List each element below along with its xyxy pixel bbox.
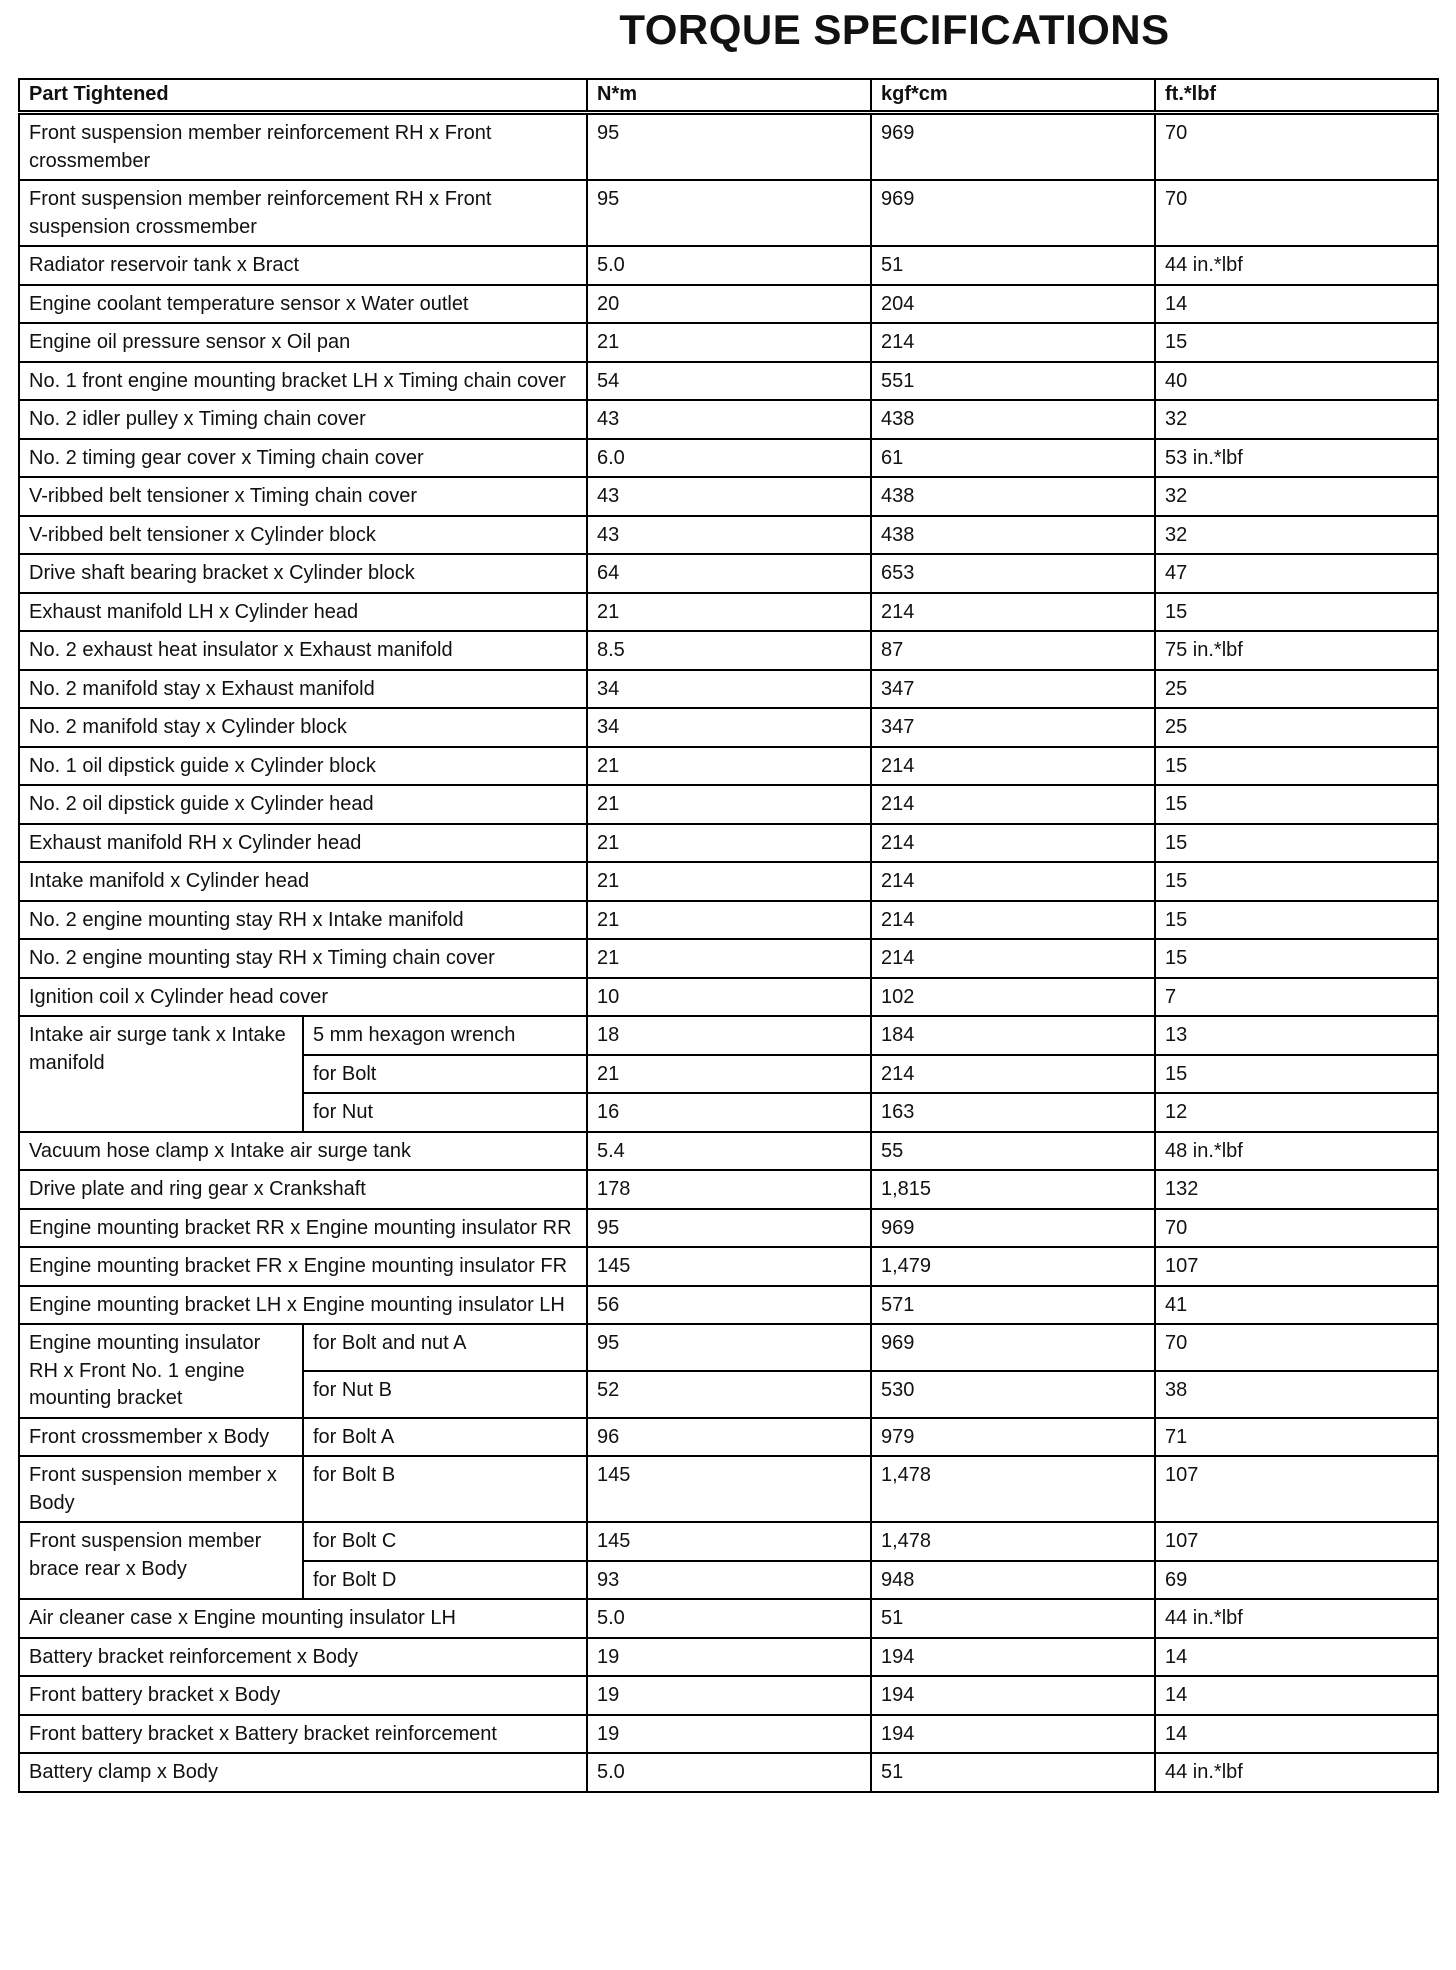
kgf-cell: 347 <box>871 670 1155 709</box>
part-cell: No. 2 manifold stay x Cylinder block <box>19 708 587 747</box>
condition-cell: for Bolt <box>303 1055 587 1094</box>
part-cell: No. 2 engine mounting stay RH x Intake manifold <box>19 901 587 940</box>
part-cell: V-ribbed belt tensioner x Cylinder block <box>19 516 587 555</box>
kgf-cell: 214 <box>871 824 1155 863</box>
nm-cell: 178 <box>587 1170 871 1209</box>
kgf-cell: 969 <box>871 1324 1155 1371</box>
ftlbf-cell: 40 <box>1155 362 1438 401</box>
nm-cell: 18 <box>587 1016 871 1055</box>
ftlbf-cell: 15 <box>1155 862 1438 901</box>
nm-cell: 43 <box>587 400 871 439</box>
kgf-cell: 214 <box>871 1055 1155 1094</box>
kgf-cell: 51 <box>871 1599 1155 1638</box>
nm-cell: 21 <box>587 747 871 786</box>
kgf-cell: 55 <box>871 1132 1155 1171</box>
table-row <box>19 785 1438 824</box>
ftlbf-cell: 32 <box>1155 516 1438 555</box>
condition-cell: for Bolt C <box>303 1522 587 1561</box>
ftlbf-cell: 107 <box>1155 1522 1438 1561</box>
ftlbf-cell: 7 <box>1155 978 1438 1017</box>
ftlbf-cell: 44 in.*lbf <box>1155 1753 1438 1792</box>
ftlbf-cell: 14 <box>1155 285 1438 324</box>
table-row <box>19 1418 1438 1457</box>
ftlbf-cell: 48 in.*lbf <box>1155 1132 1438 1171</box>
nm-cell: 21 <box>587 901 871 940</box>
part-cell: Front suspension member reinforcement RH x Front crossmember <box>19 113 587 181</box>
kgf-cell: 214 <box>871 901 1155 940</box>
kgf-cell: 163 <box>871 1093 1155 1132</box>
nm-cell: 34 <box>587 708 871 747</box>
nm-cell: 95 <box>587 1209 871 1248</box>
part-cell: No. 2 engine mounting stay RH x Timing chain cover <box>19 939 587 978</box>
table-row <box>19 400 1438 439</box>
kgf-cell: 102 <box>871 978 1155 1017</box>
ftlbf-cell: 71 <box>1155 1418 1438 1457</box>
table-row <box>19 631 1438 670</box>
part-cell: No. 1 oil dipstick guide x Cylinder block <box>19 747 587 786</box>
ftlbf-cell: 75 in.*lbf <box>1155 631 1438 670</box>
kgf-cell: 969 <box>871 180 1155 246</box>
header-nm: N*m <box>587 79 871 113</box>
table-row <box>19 1286 1438 1325</box>
nm-cell: 95 <box>587 180 871 246</box>
header-row <box>19 79 1438 113</box>
part-cell: Engine oil pressure sensor x Oil pan <box>19 323 587 362</box>
ftlbf-cell: 70 <box>1155 180 1438 246</box>
table-row <box>19 593 1438 632</box>
torque-table <box>18 78 1439 1793</box>
ftlbf-cell: 41 <box>1155 1286 1438 1325</box>
nm-cell: 5.0 <box>587 246 871 285</box>
table-row <box>19 1522 1438 1561</box>
ftlbf-cell: 14 <box>1155 1715 1438 1754</box>
kgf-cell: 969 <box>871 1209 1155 1248</box>
part-cell: Intake air surge tank x Intake manifold <box>19 1016 303 1132</box>
nm-cell: 52 <box>587 1371 871 1418</box>
table-row <box>19 362 1438 401</box>
ftlbf-cell: 132 <box>1155 1170 1438 1209</box>
nm-cell: 8.5 <box>587 631 871 670</box>
kgf-cell: 194 <box>871 1676 1155 1715</box>
table-row <box>19 1132 1438 1171</box>
part-cell: Front battery bracket x Body <box>19 1676 587 1715</box>
kgf-cell: 571 <box>871 1286 1155 1325</box>
part-cell: No. 2 timing gear cover x Timing chain cover <box>19 439 587 478</box>
page-title: TORQUE SPECIFICATIONS <box>619 6 1170 53</box>
ftlbf-cell: 15 <box>1155 323 1438 362</box>
nm-cell: 54 <box>587 362 871 401</box>
table-row <box>19 862 1438 901</box>
header-part: Part Tightened <box>19 79 587 113</box>
ftlbf-cell: 25 <box>1155 670 1438 709</box>
nm-cell: 6.0 <box>587 439 871 478</box>
nm-cell: 95 <box>587 1324 871 1371</box>
part-cell: Vacuum hose clamp x Intake air surge tank <box>19 1132 587 1171</box>
kgf-cell: 214 <box>871 323 1155 362</box>
kgf-cell: 87 <box>871 631 1155 670</box>
kgf-cell: 979 <box>871 1418 1155 1457</box>
ftlbf-cell: 15 <box>1155 1055 1438 1094</box>
kgf-cell: 347 <box>871 708 1155 747</box>
kgf-cell: 214 <box>871 862 1155 901</box>
nm-cell: 5.0 <box>587 1753 871 1792</box>
kgf-cell: 184 <box>871 1016 1155 1055</box>
ftlbf-cell: 69 <box>1155 1561 1438 1600</box>
part-cell: V-ribbed belt tensioner x Timing chain cover <box>19 477 587 516</box>
part-cell: Battery clamp x Body <box>19 1753 587 1792</box>
table-row <box>19 516 1438 555</box>
part-cell: Front crossmember x Body <box>19 1418 303 1457</box>
table-row <box>19 1676 1438 1715</box>
table-row <box>19 285 1438 324</box>
table-row <box>19 246 1438 285</box>
table-row <box>19 1456 1438 1522</box>
ftlbf-cell: 107 <box>1155 1247 1438 1286</box>
nm-cell: 43 <box>587 477 871 516</box>
table-row <box>19 670 1438 709</box>
part-cell: Ignition coil x Cylinder head cover <box>19 978 587 1017</box>
ftlbf-cell: 70 <box>1155 1324 1438 1371</box>
table-row <box>19 1324 1438 1371</box>
nm-cell: 19 <box>587 1638 871 1677</box>
table-row <box>19 1638 1438 1677</box>
ftlbf-cell: 107 <box>1155 1456 1438 1522</box>
nm-cell: 21 <box>587 593 871 632</box>
ftlbf-cell: 15 <box>1155 747 1438 786</box>
part-cell: Front suspension member brace rear x Body <box>19 1522 303 1599</box>
part-cell: Exhaust manifold RH x Cylinder head <box>19 824 587 863</box>
part-cell: No. 1 front engine mounting bracket LH x Timing chain cover <box>19 362 587 401</box>
ftlbf-cell: 70 <box>1155 113 1438 181</box>
table-row <box>19 180 1438 246</box>
nm-cell: 21 <box>587 1055 871 1094</box>
part-cell: Radiator reservoir tank x Bract <box>19 246 587 285</box>
part-cell: Battery bracket reinforcement x Body <box>19 1638 587 1677</box>
part-cell: Engine coolant temperature sensor x Water outlet <box>19 285 587 324</box>
nm-cell: 43 <box>587 516 871 555</box>
ftlbf-cell: 53 in.*lbf <box>1155 439 1438 478</box>
ftlbf-cell: 44 in.*lbf <box>1155 1599 1438 1638</box>
kgf-cell: 551 <box>871 362 1155 401</box>
nm-cell: 56 <box>587 1286 871 1325</box>
kgf-cell: 51 <box>871 1753 1155 1792</box>
table-row <box>19 901 1438 940</box>
part-cell: Intake manifold x Cylinder head <box>19 862 587 901</box>
table-row <box>19 1209 1438 1248</box>
ftlbf-cell: 15 <box>1155 824 1438 863</box>
nm-cell: 34 <box>587 670 871 709</box>
kgf-cell: 653 <box>871 554 1155 593</box>
kgf-cell: 948 <box>871 1561 1155 1600</box>
part-cell: No. 2 idler pulley x Timing chain cover <box>19 400 587 439</box>
table-row <box>19 747 1438 786</box>
part-cell: No. 2 exhaust heat insulator x Exhaust manifold <box>19 631 587 670</box>
ftlbf-cell: 32 <box>1155 400 1438 439</box>
nm-cell: 16 <box>587 1093 871 1132</box>
condition-cell: for Nut <box>303 1093 587 1132</box>
part-cell: Engine mounting bracket LH x Engine mounting insulator LH <box>19 1286 587 1325</box>
nm-cell: 93 <box>587 1561 871 1600</box>
nm-cell: 96 <box>587 1418 871 1457</box>
ftlbf-cell: 38 <box>1155 1371 1438 1418</box>
nm-cell: 19 <box>587 1676 871 1715</box>
kgf-cell: 214 <box>871 747 1155 786</box>
table-row <box>19 978 1438 1017</box>
part-cell: No. 2 oil dipstick guide x Cylinder head <box>19 785 587 824</box>
table-row <box>19 323 1438 362</box>
nm-cell: 64 <box>587 554 871 593</box>
nm-cell: 21 <box>587 862 871 901</box>
ftlbf-cell: 12 <box>1155 1093 1438 1132</box>
kgf-cell: 204 <box>871 285 1155 324</box>
kgf-cell: 214 <box>871 939 1155 978</box>
nm-cell: 145 <box>587 1522 871 1561</box>
nm-cell: 21 <box>587 824 871 863</box>
part-cell: Engine mounting bracket FR x Engine mounting insulator FR <box>19 1247 587 1286</box>
kgf-cell: 61 <box>871 439 1155 478</box>
condition-cell: for Bolt A <box>303 1418 587 1457</box>
condition-cell: for Bolt and nut A <box>303 1324 587 1371</box>
ftlbf-cell: 14 <box>1155 1638 1438 1677</box>
table-row <box>19 1753 1438 1792</box>
ftlbf-cell: 44 in.*lbf <box>1155 246 1438 285</box>
kgf-cell: 51 <box>871 246 1155 285</box>
header-ft: ft.*lbf <box>1155 79 1438 113</box>
nm-cell: 95 <box>587 113 871 181</box>
part-cell: No. 2 manifold stay x Exhaust manifold <box>19 670 587 709</box>
part-cell: Exhaust manifold LH x Cylinder head <box>19 593 587 632</box>
ftlbf-cell: 15 <box>1155 593 1438 632</box>
part-cell: Front suspension member x Body <box>19 1456 303 1522</box>
ftlbf-cell: 14 <box>1155 1676 1438 1715</box>
kgf-cell: 214 <box>871 593 1155 632</box>
kgf-cell: 194 <box>871 1638 1155 1677</box>
kgf-cell: 1,479 <box>871 1247 1155 1286</box>
nm-cell: 145 <box>587 1456 871 1522</box>
kgf-cell: 1,478 <box>871 1456 1155 1522</box>
kgf-cell: 214 <box>871 785 1155 824</box>
table-row <box>19 708 1438 747</box>
nm-cell: 19 <box>587 1715 871 1754</box>
table-row <box>19 477 1438 516</box>
part-cell: Drive plate and ring gear x Crankshaft <box>19 1170 587 1209</box>
kgf-cell: 438 <box>871 477 1155 516</box>
nm-cell: 5.4 <box>587 1132 871 1171</box>
ftlbf-cell: 15 <box>1155 901 1438 940</box>
table-row <box>19 1170 1438 1209</box>
part-cell: Front suspension member reinforcement RH x Front suspension crossmember <box>19 180 587 246</box>
kgf-cell: 1,815 <box>871 1170 1155 1209</box>
nm-cell: 21 <box>587 323 871 362</box>
table-row <box>19 939 1438 978</box>
ftlbf-cell: 15 <box>1155 939 1438 978</box>
ftlbf-cell: 32 <box>1155 477 1438 516</box>
ftlbf-cell: 70 <box>1155 1209 1438 1248</box>
kgf-cell: 438 <box>871 516 1155 555</box>
nm-cell: 21 <box>587 939 871 978</box>
part-cell: Air cleaner case x Engine mounting insulator LH <box>19 1599 587 1638</box>
ftlbf-cell: 47 <box>1155 554 1438 593</box>
condition-cell: for Bolt B <box>303 1456 587 1522</box>
kgf-cell: 194 <box>871 1715 1155 1754</box>
ftlbf-cell: 25 <box>1155 708 1438 747</box>
header-kgf: kgf*cm <box>871 79 1155 113</box>
kgf-cell: 1,478 <box>871 1522 1155 1561</box>
table-row <box>19 1715 1438 1754</box>
table-row <box>19 1247 1438 1286</box>
ftlbf-cell: 13 <box>1155 1016 1438 1055</box>
part-cell: Engine mounting insulator RH x Front No. 1 engine mounting bracket <box>19 1324 303 1418</box>
kgf-cell: 530 <box>871 1371 1155 1418</box>
part-cell: Drive shaft bearing bracket x Cylinder block <box>19 554 587 593</box>
kgf-cell: 438 <box>871 400 1155 439</box>
nm-cell: 21 <box>587 785 871 824</box>
table-row <box>19 1016 1438 1055</box>
ftlbf-cell: 15 <box>1155 785 1438 824</box>
condition-cell: for Bolt D <box>303 1561 587 1600</box>
table-row <box>19 824 1438 863</box>
part-cell: Engine mounting bracket RR x Engine mounting insulator RR <box>19 1209 587 1248</box>
table-row <box>19 554 1438 593</box>
nm-cell: 145 <box>587 1247 871 1286</box>
table-row <box>19 439 1438 478</box>
condition-cell: 5 mm hexagon wrench <box>303 1016 587 1055</box>
part-cell: Front battery bracket x Battery bracket reinforcement <box>19 1715 587 1754</box>
nm-cell: 5.0 <box>587 1599 871 1638</box>
table-row <box>19 113 1438 181</box>
nm-cell: 20 <box>587 285 871 324</box>
kgf-cell: 969 <box>871 113 1155 181</box>
table-row <box>19 1599 1438 1638</box>
condition-cell: for Nut B <box>303 1371 587 1418</box>
nm-cell: 10 <box>587 978 871 1017</box>
